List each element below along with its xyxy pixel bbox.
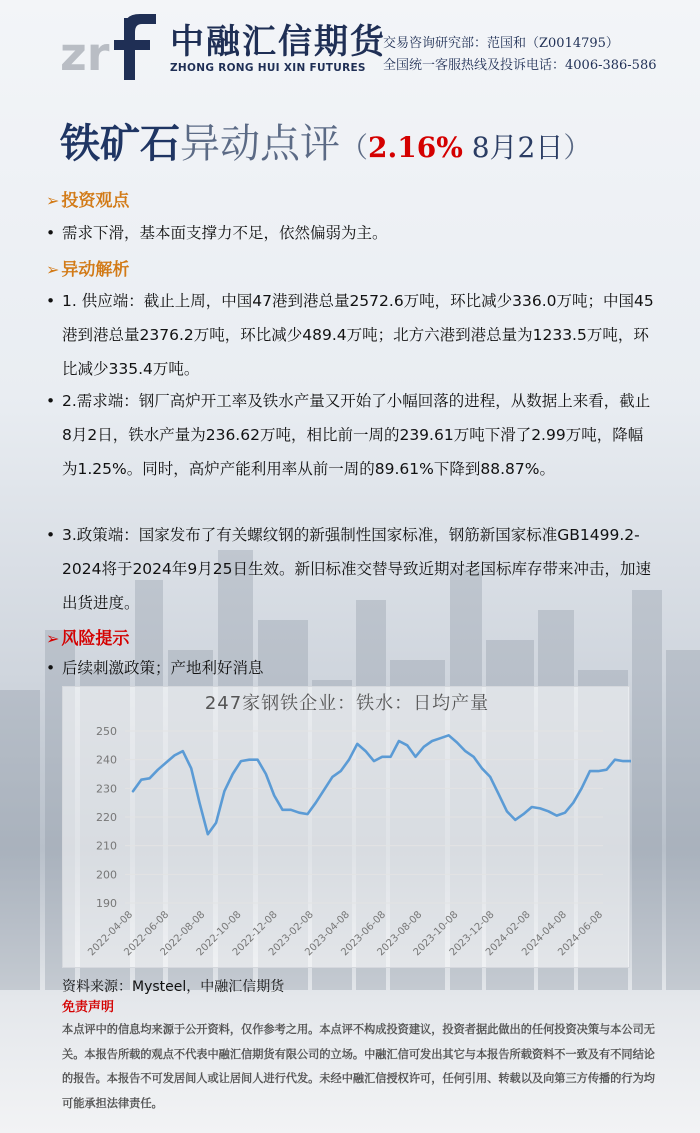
bullet-icon: • <box>46 224 56 242</box>
hotline-info: 全国统一客服热线及投诉电话：4006-386-586 <box>383 58 657 73</box>
x-tick-label: 2023-08-08 <box>375 909 425 959</box>
section-analysis <box>46 255 129 280</box>
page-title <box>60 112 680 167</box>
bullet-text: 2.需求端：钢厂高炉开工率及铁水产量又开始了小幅回落的进程，从数据上来看，截止8月2日，铁水产量为236.62万吨，相比前一周的239.61万吨下滑了2.99万吨，降幅为1.25%。同时，高炉产能利用率从前一周的89.61%下降到88.87%。 <box>62 392 651 478</box>
x-tick-label: 2022-08-08 <box>158 909 208 959</box>
x-tick-label: 2024-06-08 <box>556 909 606 959</box>
title-main: 铁矿石 <box>60 120 180 167</box>
chart-canvas <box>63 687 631 969</box>
bullet-text: 3.政策端：国家发布了有关螺纹钢的新强制性国家标准，钢筋新国家标准GB1499.2-2024将于2024年9月25日生效。新旧标准交替导致近期对老国标库存带来冲击，加速出货进度。 <box>62 526 651 612</box>
y-tick-label: 200 <box>96 868 117 882</box>
list-item <box>46 384 656 486</box>
title-paren-open: （ <box>340 131 369 164</box>
x-tick-label: 2024-04-08 <box>520 909 569 959</box>
title-change-pct: 2.16% <box>368 131 463 164</box>
svg-text:zr: zr <box>60 27 110 81</box>
bullet-text: 后续刺激政策；产地利好消息 <box>62 659 264 677</box>
bullet-icon: • <box>46 392 56 410</box>
company-name-en: ZHONG RONG HUI XIN FUTURES <box>170 62 366 74</box>
y-tick-label: 220 <box>96 811 117 824</box>
bullet-text: 1. 供应端：截止上周，中国47港到港总量2572.6万吨，环比减少336.0万吨；中国45港到港总量2376.2万吨，环比减少489.4万吨；北方六港到港总量为1233.5万吨，环比减少335.4万吨。 <box>62 292 654 378</box>
list-item <box>46 284 656 386</box>
series-line <box>133 735 631 834</box>
y-tick-label: 210 <box>96 839 117 853</box>
title-date: 8月2日 <box>462 131 564 164</box>
data-source: 资料来源：Mysteel，中融汇信期货 <box>62 979 285 995</box>
y-tick-label: 230 <box>96 782 117 796</box>
arrow-icon: ➢ <box>46 191 60 210</box>
section-label: 投资观点 <box>61 191 130 211</box>
analyst-info: 交易咨询研究部：范国和（Z0014795） <box>383 36 619 51</box>
chart-title: 247家钢铁企业：铁水：日均产量 <box>204 693 490 714</box>
report-header <box>0 0 700 90</box>
x-tick-label: 2022-06-08 <box>122 909 172 959</box>
list-item <box>46 518 656 620</box>
section-risk <box>46 624 129 649</box>
section-label: 异动解析 <box>61 260 130 280</box>
arrow-icon: ➢ <box>46 629 60 648</box>
x-tick-label: 2022-04-08 <box>86 909 136 959</box>
list-item <box>46 216 656 250</box>
x-tick-label: 2023-04-08 <box>303 909 353 959</box>
list-item <box>46 651 656 685</box>
bullet-icon: • <box>46 292 56 310</box>
arrow-icon: ➢ <box>46 260 60 279</box>
x-tick-label: 2023-02-08 <box>267 909 316 959</box>
title-paren-close: ） <box>563 131 592 164</box>
x-tick-label: 2022-10-08 <box>194 909 244 959</box>
company-name-cn: 中融汇信期货 <box>170 22 386 62</box>
disclaimer-text: 本点评中的信息均来源于公开资料，仅作参考之用。本点评不构成投资建议，投资者据此做出的任何投资决策与本公司无关。本报告所载的观点不代表中融汇信期货有限公司的立场。中融汇信可发出其它与本报告所载资料不一致及有不同结论的报告。本报告不可发居间人或让居间人进行代发。未经中融汇信授权许可，任何引用、转载以及向第三方传播的行为均可能承担法律责任。 <box>62 1023 655 1110</box>
x-tick-label: 2023-06-08 <box>339 909 389 959</box>
disclaimer-title: 免责声明 <box>62 1000 115 1015</box>
bullet-icon: • <box>46 659 56 677</box>
y-tick-label: 190 <box>96 897 117 910</box>
y-tick-label: 240 <box>96 753 117 767</box>
x-tick-label: 2024-02-08 <box>483 909 533 959</box>
company-logo-icon <box>60 10 160 82</box>
x-tick-label: 2022-12-08 <box>230 909 280 959</box>
title-sub: 异动点评 <box>180 121 340 167</box>
bullet-text: 需求下滑，基本面支撑力不足，依然偏弱为主。 <box>62 224 388 242</box>
hot-metal-chart <box>62 686 630 968</box>
section-label: 风险提示 <box>61 629 130 649</box>
x-tick-label: 2023-10-08 <box>411 909 461 959</box>
y-tick-label: 250 <box>96 725 117 738</box>
section-investment-view <box>46 186 129 211</box>
bullet-icon: • <box>46 526 56 544</box>
x-tick-label: 2023-12-08 <box>447 909 497 959</box>
